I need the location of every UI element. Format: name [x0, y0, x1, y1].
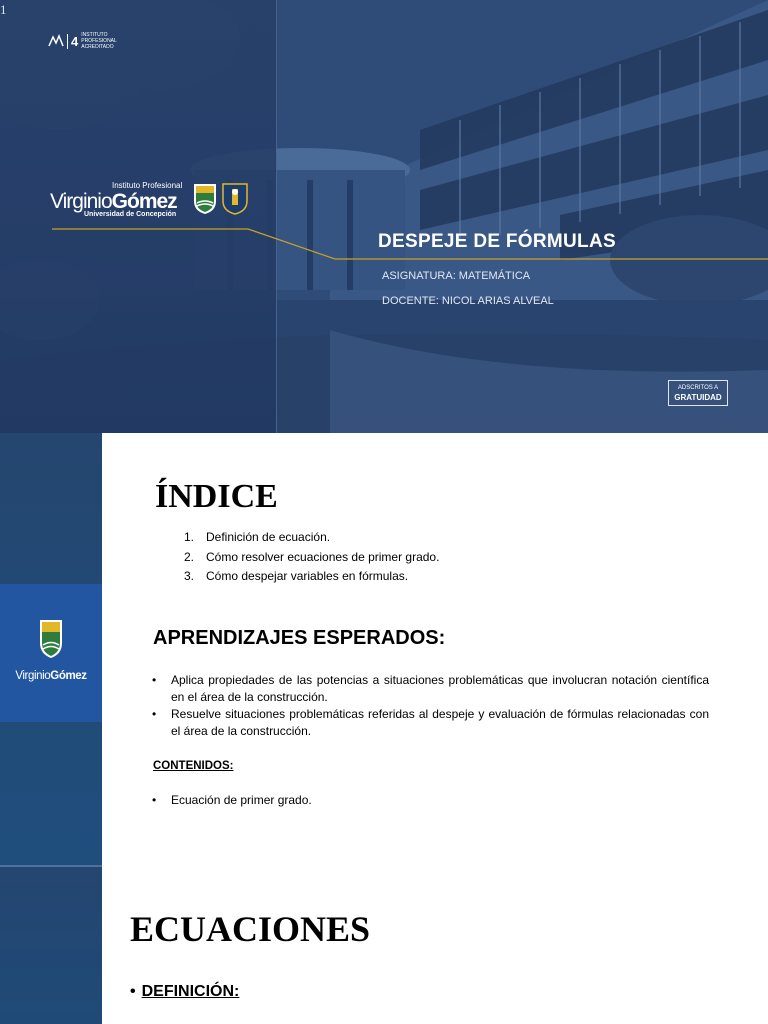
presentation-title: DESPEJE DE FÓRMULAS: [378, 231, 616, 252]
equations-title: ECUACIONES: [130, 909, 371, 949]
title-slide: [0, 0, 768, 433]
index-slide: [0, 433, 768, 866]
index-item: 3. Cómo despejar variables en fórmulas.: [184, 569, 409, 583]
index-list: [184, 530, 439, 589]
equations-slide: [0, 866, 768, 1024]
logo-university: Universidad de Concepción: [84, 211, 177, 218]
slide-sidebar: [0, 866, 102, 1024]
logo-instituto: Instituto Profesional: [112, 181, 183, 190]
expected-learnings-title: APRENDIZAJES ESPERADOS:: [153, 627, 446, 649]
slide-sidebar: [0, 433, 102, 866]
contents-label: CONTENIDOS:: [153, 760, 234, 772]
sidebar-logo-text: [0, 670, 102, 682]
expected-learnings-list: [152, 672, 709, 740]
contents-list: [152, 793, 312, 807]
learning-item: • Aplica propiedades de las potencias a situaciones problemáticas que involucran notación científica en el área de la construcción.: [152, 673, 709, 704]
sidebar-logo-bold: Gómez: [50, 670, 87, 682]
sidebar-shield-icon: [39, 619, 63, 659]
logo-name-regular: Virginio: [50, 190, 112, 213]
definition-heading: • DEFINICIÓN:: [130, 983, 240, 1000]
sidebar-divider: [0, 866, 102, 867]
accreditation-label: INSTITUTO PROFESIONAL ACREDITADO: [81, 32, 117, 50]
logo-name-bold: Gómez: [111, 190, 177, 213]
gratuidad-badge: [668, 380, 728, 406]
contents-item: • Ecuación de primer grado.: [152, 793, 312, 807]
gold-accent-line: [0, 0, 768, 433]
definition-label: DEFINICIÓN:: [141, 983, 240, 1000]
page-number: 1: [0, 2, 7, 17]
gratuidad-line2: GRATUIDAD: [674, 393, 722, 402]
index-title: ÍNDICE: [155, 478, 278, 515]
sidebar-logo-regular: Virginio: [15, 670, 51, 682]
teacher-label: DOCENTE: NICOL ARIAS ALVEAL: [382, 295, 554, 307]
learning-item: • Resuelve situaciones problemáticas referidas al despeje y evaluación de fórmulas relacionadas con el área de la construcción.: [152, 707, 709, 738]
accreditation-years: 4: [67, 34, 78, 49]
index-item: 2. Cómo resolver ecuaciones de primer grado.: [184, 549, 440, 564]
index-item: 1. Definición de ecuación.: [184, 530, 331, 544]
gratuidad-line1: ADSCRITOS A: [677, 385, 719, 391]
subject-label: ASIGNATURA: MATEMÁTICA: [382, 270, 531, 282]
sidebar-logo-box: [0, 584, 102, 722]
